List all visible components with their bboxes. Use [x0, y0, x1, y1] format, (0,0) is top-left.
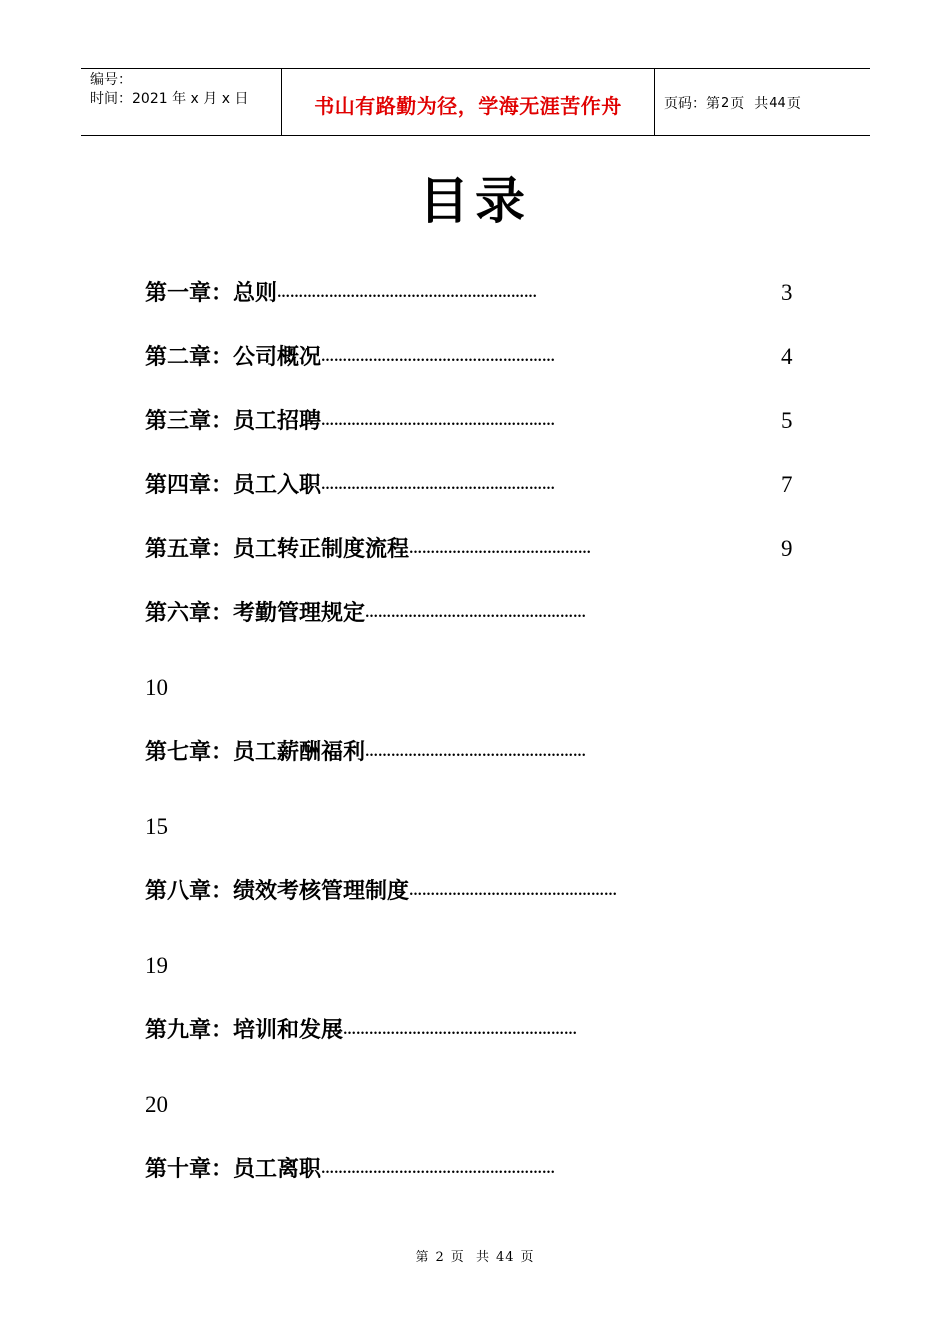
- header-page-prefix: 页码：第: [664, 96, 720, 112]
- toc-entry-label: 第六章：考勤管理规定: [145, 600, 366, 626]
- toc-entry-leader: ……………………………………………………: [277, 286, 538, 301]
- footer-prefix: 第: [415, 1250, 430, 1265]
- toc-entry-label: 第二章：公司概况: [145, 344, 322, 370]
- toc-entry-label: 第一章：总则: [145, 280, 278, 306]
- footer-mid: 页: [450, 1250, 465, 1265]
- header-total-prefix: 共: [754, 96, 769, 112]
- toc-entry-leader: ………………………………………………: [321, 350, 556, 365]
- toc-entry-page: 19: [145, 953, 168, 978]
- toc-entry-label: 第四章：员工入职: [145, 472, 322, 498]
- toc-entry-page: 3: [781, 280, 793, 305]
- toc-entry-leader: ………………………………………………: [343, 1023, 578, 1038]
- toc-entry[interactable]: [145, 533, 793, 565]
- toc-entry-page: 9: [781, 536, 793, 561]
- toc-entry[interactable]: [145, 1153, 555, 1185]
- toc-entry-leader: ……………………………………………: [365, 606, 587, 621]
- header-time-label: 时间：2021 年 x 月 x 日: [90, 91, 249, 107]
- toc-entry[interactable]: [145, 875, 617, 907]
- toc-entry-label: 第五章：员工转正制度流程: [145, 536, 410, 562]
- toc-entry-leader: …………………………………………: [409, 884, 618, 899]
- footer-current-page: 2: [435, 1250, 445, 1265]
- toc-entry[interactable]: [145, 1014, 577, 1046]
- header-meta: [81, 69, 282, 135]
- toc-entry[interactable]: [145, 469, 793, 501]
- toc-entry[interactable]: [145, 736, 586, 768]
- header-page-info: [655, 69, 870, 135]
- toc-entry-page: 20: [145, 1092, 168, 1117]
- footer-total-pages: 44: [495, 1250, 515, 1265]
- header-page-total: 44: [769, 95, 786, 111]
- header-total-suffix: 页: [786, 96, 801, 112]
- page-footer: [0, 1246, 950, 1265]
- footer-suffix: 页: [520, 1250, 535, 1265]
- toc-entry-label: 第三章：员工招聘: [145, 408, 322, 434]
- toc-entry[interactable]: [145, 405, 793, 437]
- toc-entry-label: 第九章：培训和发展: [145, 1017, 344, 1043]
- toc-entry-label: 第十章：员工离职: [145, 1156, 322, 1182]
- toc-entry[interactable]: [145, 341, 793, 373]
- toc-entry-label: 第七章：员工薪酬福利: [145, 739, 366, 765]
- page-title: 目录: [419, 171, 531, 230]
- toc-entry-leader: ………………………………………………: [321, 478, 556, 493]
- footer-total-prefix: 共: [475, 1250, 490, 1265]
- toc-entry-page: 7: [781, 472, 793, 497]
- toc-entry-page: 10: [145, 675, 168, 700]
- toc-entry-leader: ………………………………………………: [321, 414, 556, 429]
- header-motto: 书山有路勤为径，学海无涯苦作舟: [282, 69, 655, 135]
- header-page-mid: 页: [730, 96, 745, 112]
- toc-entry[interactable]: [145, 277, 793, 309]
- toc-entry-leader: ……………………………………………: [365, 745, 587, 760]
- toc-entry-leader: ………………………………………………: [321, 1162, 556, 1177]
- header-page-current: 2: [721, 95, 730, 111]
- toc-entry-page: 4: [781, 344, 793, 369]
- toc-entry-leader: ……………………………………: [409, 542, 592, 557]
- toc-entry-page: 5: [781, 408, 793, 433]
- toc-entry[interactable]: [145, 597, 586, 629]
- document-header: [81, 68, 870, 136]
- toc-entry-page: 15: [145, 814, 168, 839]
- header-number-label: 编号：: [90, 72, 132, 88]
- toc-entry-label: 第八章：绩效考核管理制度: [145, 878, 410, 904]
